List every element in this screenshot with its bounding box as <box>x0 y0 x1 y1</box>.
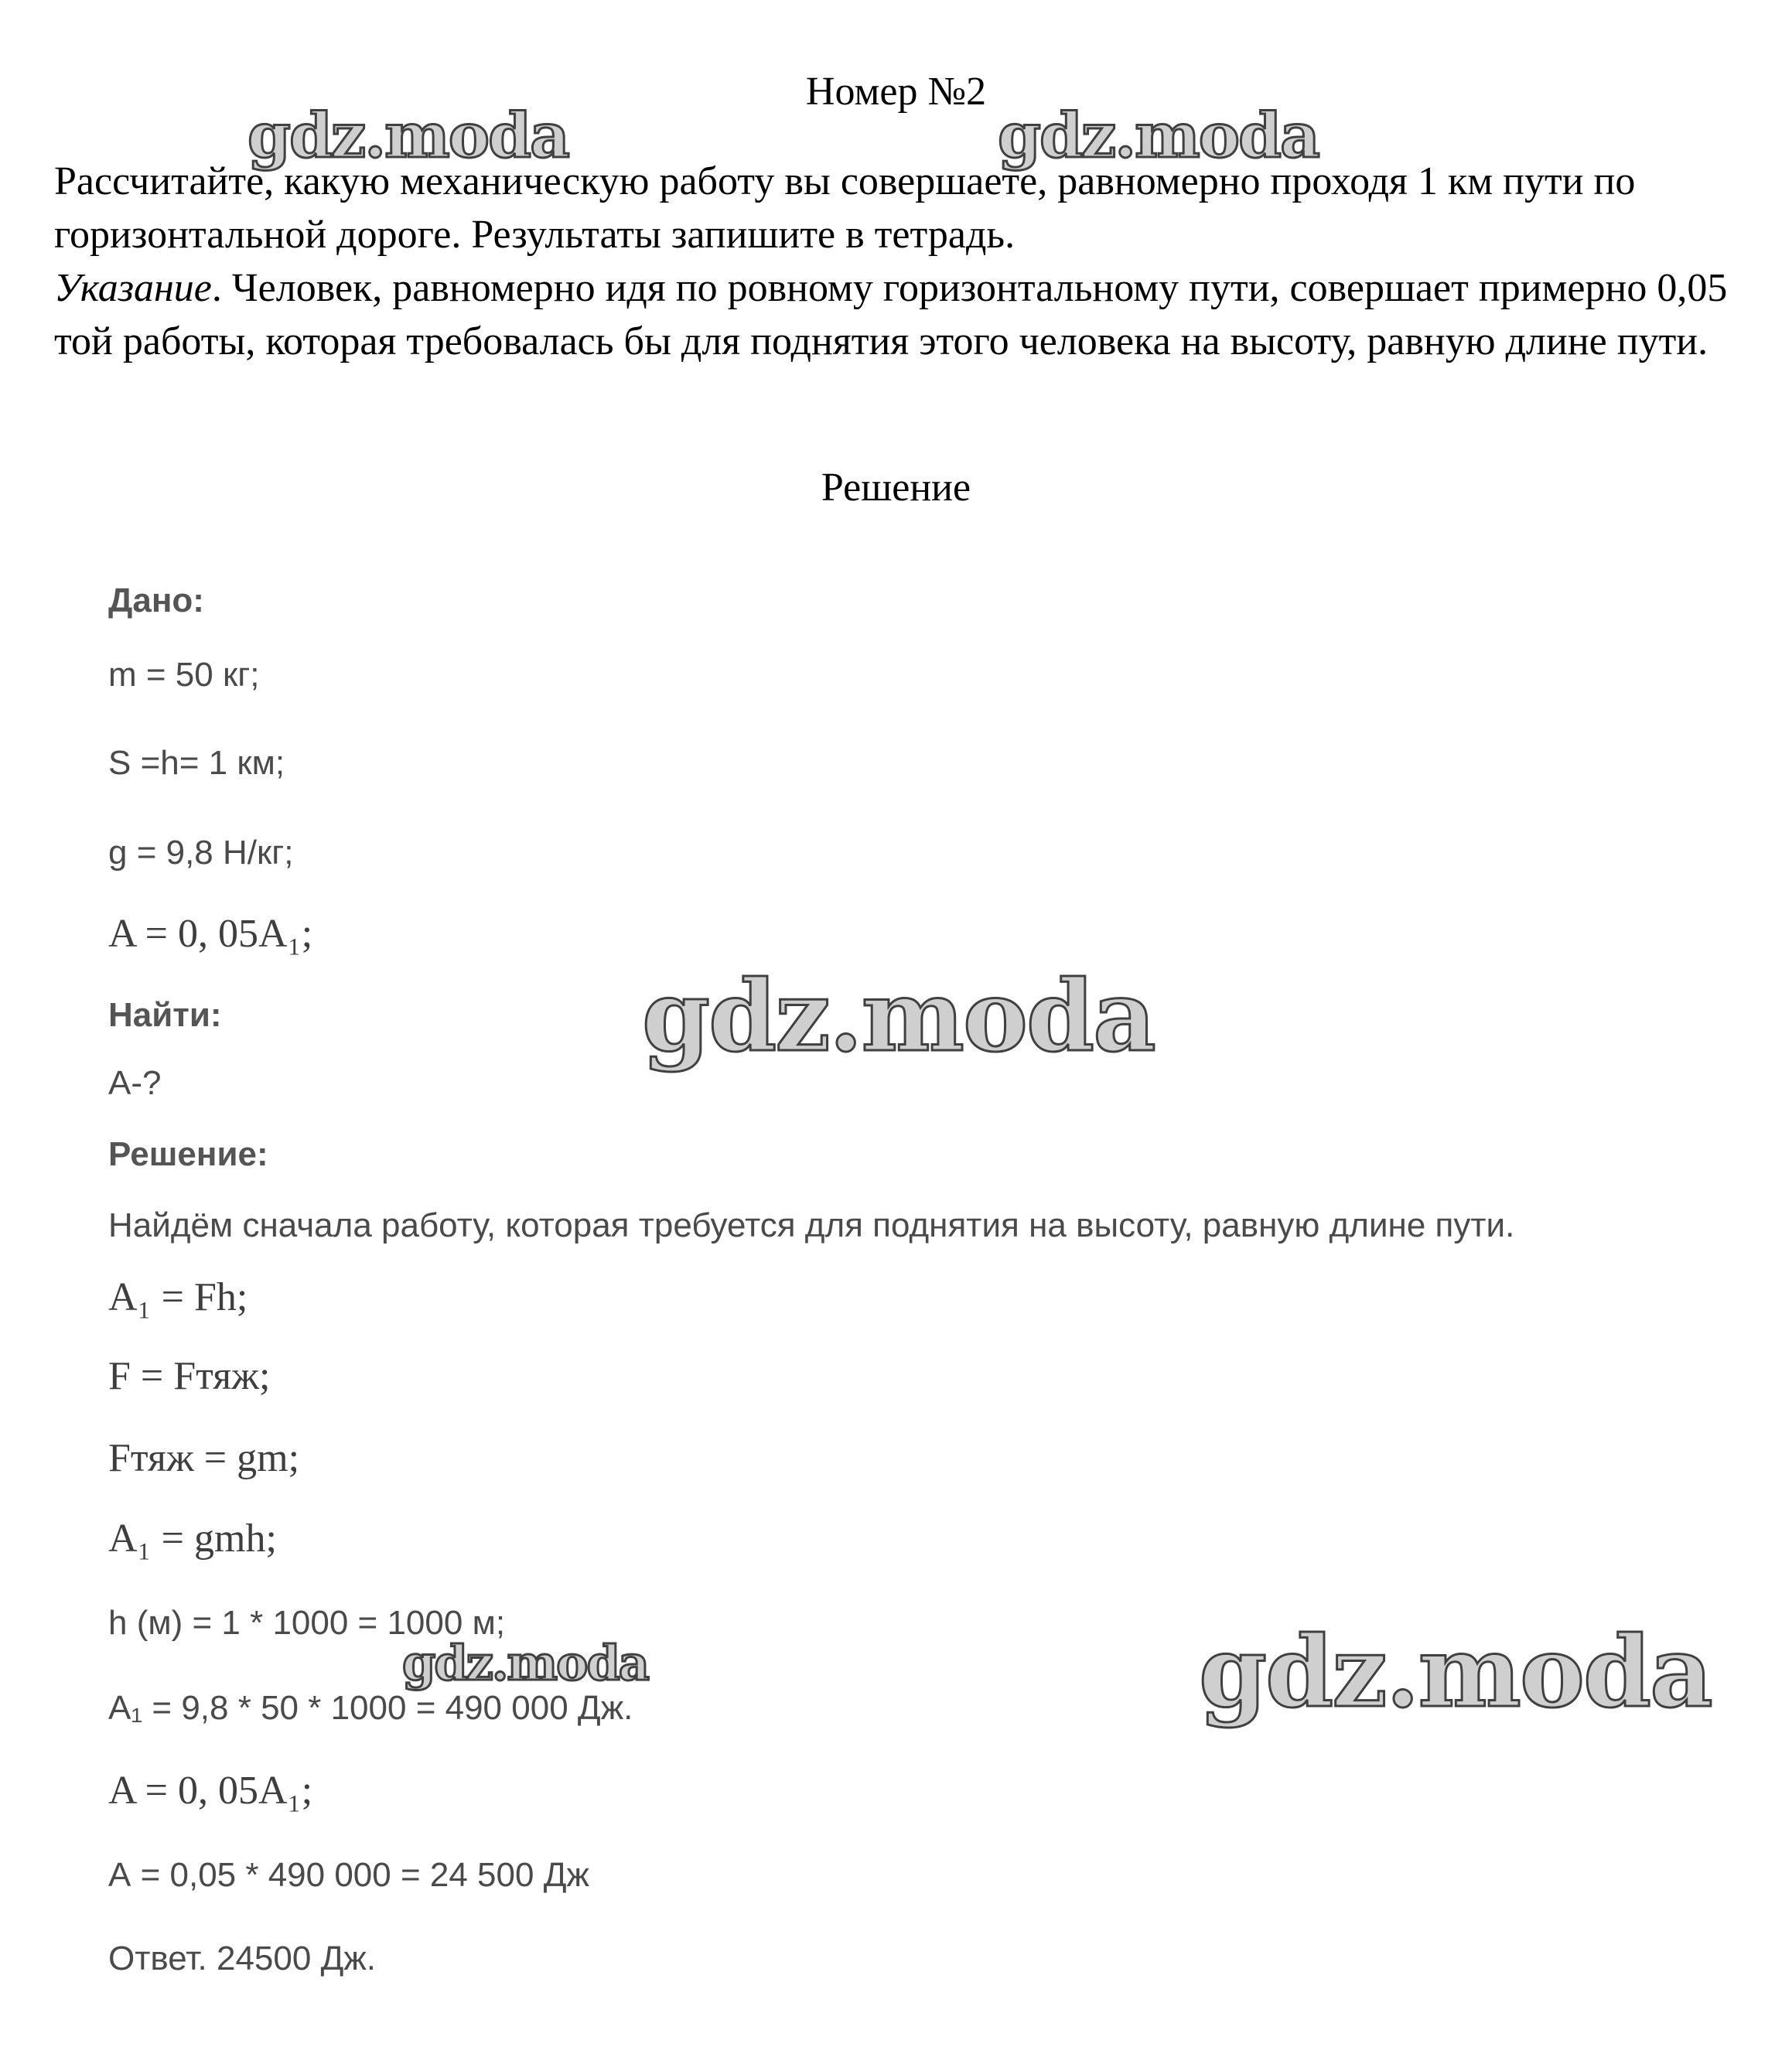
given-mass: m = 50 кг; <box>108 656 260 694</box>
given-distance: S =h= 1 км; <box>108 744 285 782</box>
given-label: Дано: <box>108 582 204 619</box>
solution-label: Решение: <box>108 1135 268 1173</box>
given-work-ratio: A = 0, 05A₁; <box>108 912 313 956</box>
page-title: Номер №2 <box>805 70 987 114</box>
find-value: А-? <box>108 1064 162 1102</box>
problem-text: Рассчитайте, какую механическую работу вы совершаете, равномерно проходя 1 км пути по горизонтальной дороге. Результаты запишите в тетрадь. <box>54 159 1636 257</box>
solution-heading: Решение <box>821 466 971 510</box>
watermark-bottom-right: gdz.moda <box>1199 1615 1712 1729</box>
find-label: Найти: <box>108 996 222 1034</box>
step-2: F = Fтяж; <box>108 1354 271 1398</box>
solution-intro: Найдём сначала работу, которая требуется для поднятия на высоту, равную длине пути. <box>108 1206 1515 1244</box>
watermark-top-right: gdz.moda <box>998 99 1319 172</box>
problem-statement <box>54 155 1756 368</box>
step-1: A₁ = Fh; <box>108 1275 248 1319</box>
problem-hint <box>54 261 1756 368</box>
watermark-center: gdz.moda <box>642 959 1155 1073</box>
answer: Ответ. 24500 Дж. <box>108 1940 377 1977</box>
step-3: Fтяж = gm; <box>108 1436 300 1480</box>
given-gravity: g = 9,8 Н/кг; <box>108 834 294 872</box>
watermark-small: gdz.moda <box>402 1635 648 1691</box>
watermark-top-left: gdz.moda <box>247 99 568 172</box>
hint-label: Указание <box>54 266 212 310</box>
hint-text: . Человек, равномерно идя по ровному горизонтальному пути, совершает примерно 0,05 той работы, которая требовалась бы для поднятия этого человека на высоту, равную длине пути. <box>54 266 1728 363</box>
step-5: h (м) = 1 * 1000 = 1000 м; <box>108 1604 506 1642</box>
step-7: A = 0, 05A₁; <box>108 1769 313 1813</box>
step-6: A₁ = 9,8 * 50 * 1000 = 490 000 Дж. <box>108 1689 633 1727</box>
step-8: А = 0,05 * 490 000 = 24 500 Дж <box>108 1856 589 1894</box>
step-4: A₁ = gmh; <box>108 1517 277 1561</box>
